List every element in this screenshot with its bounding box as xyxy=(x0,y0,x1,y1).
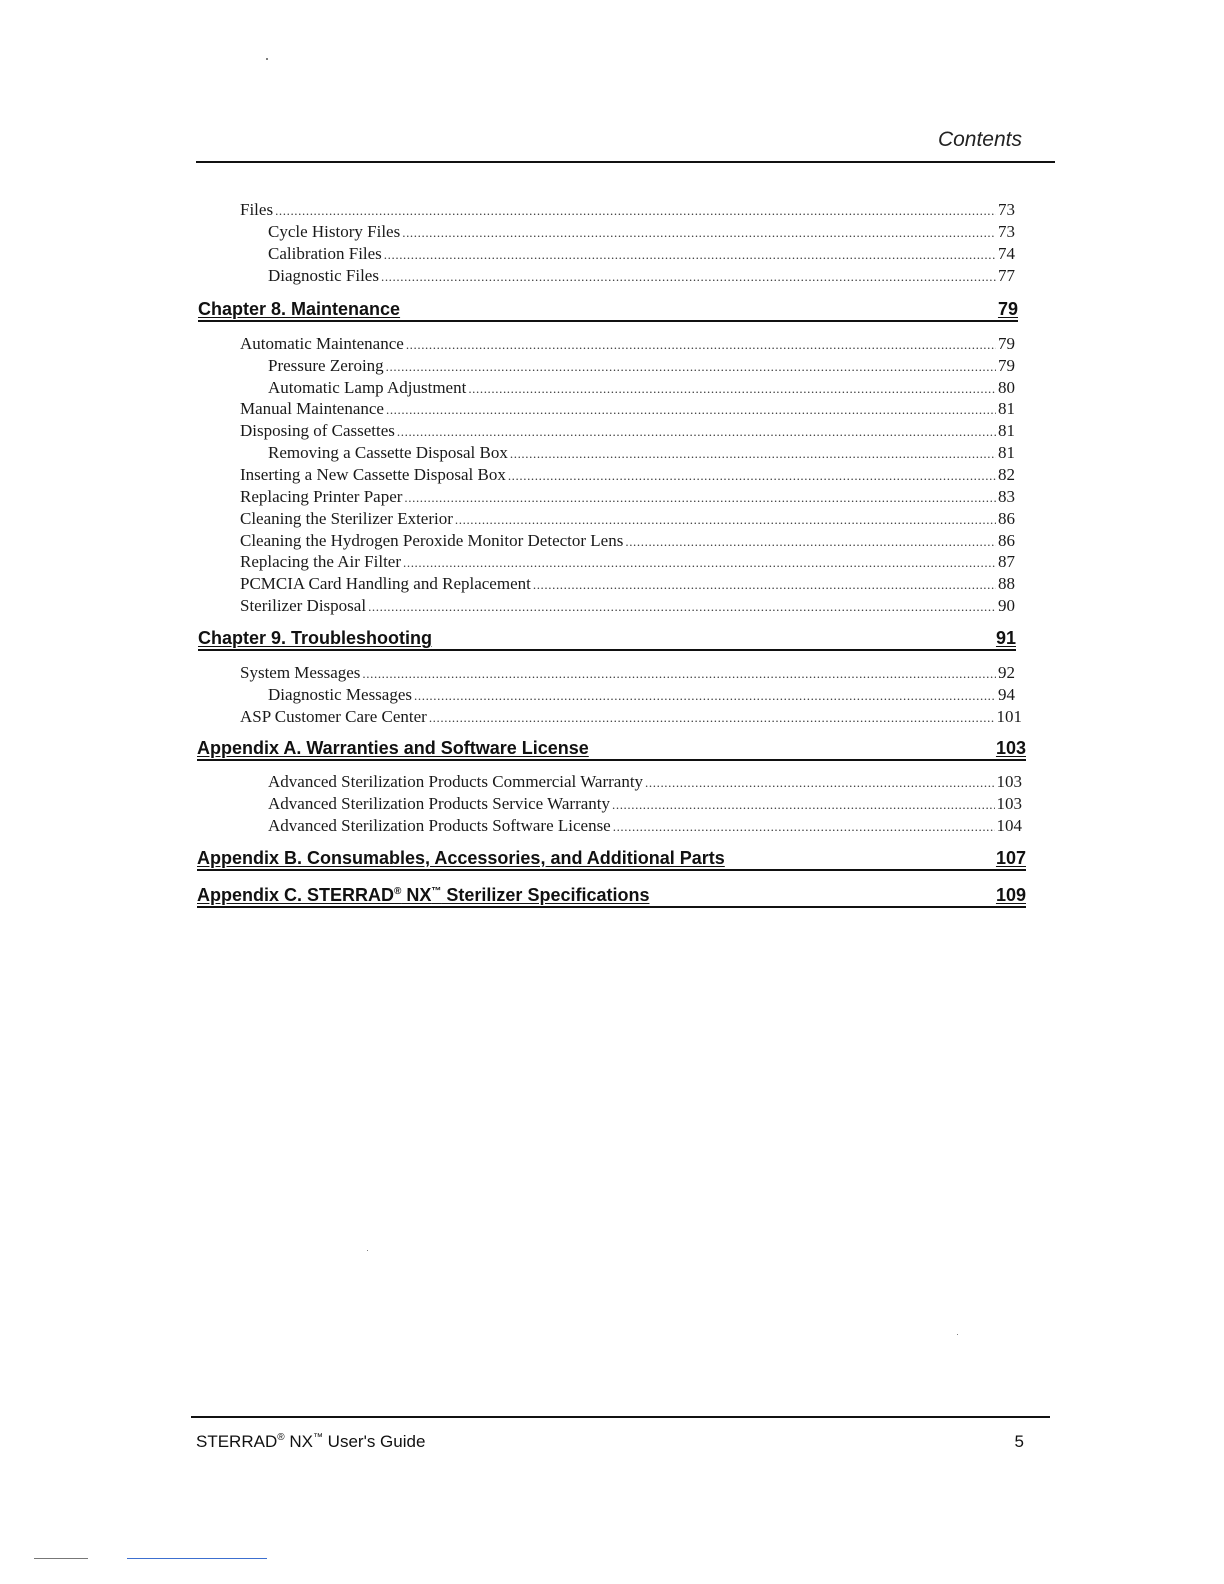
toc-entry-page: 79 xyxy=(998,356,1015,375)
footer-nx: NX xyxy=(284,1432,313,1451)
toc-entry-page: 73 xyxy=(998,200,1015,219)
leader-dots xyxy=(403,552,996,574)
toc-entry-diagnostic-messages[interactable] xyxy=(268,684,1015,707)
toc-entry-diagnostic-files[interactable] xyxy=(268,265,1015,288)
toc-entry-cleaning-lens[interactable] xyxy=(240,530,1015,553)
toc-entry-label: Manual Maintenance xyxy=(240,399,384,418)
footer-guide-title xyxy=(196,1432,425,1452)
toc-entry-label: Sterilizer Disposal xyxy=(240,596,367,615)
toc-entry-page: 87 xyxy=(998,552,1015,571)
toc-entry-inserting-disposal-box[interactable] xyxy=(240,464,1015,487)
toc-entry-page: 81 xyxy=(998,443,1015,462)
toc-entry-label: Calibration Files xyxy=(268,244,382,263)
leader-dots xyxy=(414,685,996,707)
leader-dots xyxy=(386,399,996,421)
chapter-label: Chapter 8. Maintenance xyxy=(198,299,401,319)
toc-entry-label: Inserting a New Cassette Disposal Box xyxy=(240,465,506,484)
leader-dots xyxy=(402,222,996,244)
scan-speck xyxy=(266,58,268,60)
toc-entry-page: 86 xyxy=(998,531,1015,550)
chapter-page: 109 xyxy=(995,885,1026,905)
toc-entry-service-warranty[interactable] xyxy=(268,793,1022,816)
toc-entry-page: 94 xyxy=(998,685,1015,704)
appendix-c-suffix: Sterilizer Specifications xyxy=(441,885,650,905)
toc-entry-label: Cycle History Files xyxy=(268,222,401,241)
toc-entry-label: Diagnostic Messages xyxy=(268,685,413,704)
scan-speck xyxy=(367,1250,368,1251)
toc-entry-page: 92 xyxy=(998,663,1015,682)
toc-entry-asp-customer-care[interactable] xyxy=(240,706,1022,729)
toc-entry-cycle-history-files[interactable] xyxy=(268,221,1015,244)
scan-edge-mark xyxy=(127,1558,267,1559)
chapter-page: 79 xyxy=(997,299,1018,319)
toc-entry-pressure-zeroing[interactable] xyxy=(268,355,1015,378)
leader-dots xyxy=(381,266,996,288)
toc-appendix-c[interactable] xyxy=(197,881,1026,908)
toc-entry-label: Advanced Sterilization Products Software License xyxy=(268,816,611,835)
toc-entry-label: Automatic Lamp Adjustment xyxy=(268,378,467,397)
toc-entry-page: 79 xyxy=(998,334,1015,353)
trademark-mark: ™ xyxy=(431,886,442,897)
scan-speck xyxy=(957,1334,958,1335)
toc-entry-air-filter[interactable] xyxy=(240,551,1015,574)
footer-brand: STERRAD xyxy=(196,1432,278,1451)
toc-entry-software-license[interactable] xyxy=(268,815,1022,838)
toc-entry-label: Replacing the Air Filter xyxy=(240,552,401,571)
toc-appendix-b[interactable] xyxy=(197,847,1026,871)
toc-entry-label: System Messages xyxy=(240,663,361,682)
toc-entry-disposing-cassettes[interactable] xyxy=(240,420,1015,443)
chapter-page: 103 xyxy=(995,738,1026,758)
footer-rule xyxy=(191,1416,1050,1418)
toc-entry-page: 103 xyxy=(996,794,1022,813)
toc-entry-page: 104 xyxy=(996,816,1022,835)
leader-dots xyxy=(429,707,995,729)
toc-entry-label: Files xyxy=(240,200,274,219)
chapter-label: Appendix A. Warranties and Software License xyxy=(197,738,589,758)
toc-entry-label: Pressure Zeroing xyxy=(268,356,384,375)
chapter-page: 107 xyxy=(995,848,1026,868)
leader-dots xyxy=(455,509,996,531)
toc-entry-page: 83 xyxy=(998,487,1015,506)
leader-dots xyxy=(397,421,996,443)
leader-dots xyxy=(368,596,996,618)
toc-entry-page: 80 xyxy=(998,378,1015,397)
toc-entry-printer-paper[interactable] xyxy=(240,486,1015,509)
leader-dots xyxy=(612,794,995,816)
chapter-label: Appendix B. Consumables, Accessories, and Additional Parts xyxy=(197,848,725,868)
chapter-label: Chapter 9. Troubleshooting xyxy=(198,628,433,648)
toc-entry-label: Advanced Sterilization Products Service Warranty xyxy=(268,794,610,813)
toc-entry-page: 88 xyxy=(998,574,1015,593)
toc-entry-commercial-warranty[interactable] xyxy=(268,771,1022,794)
toc-entry-page: 101 xyxy=(996,707,1022,726)
leader-dots xyxy=(404,487,996,509)
toc-entry-page: 81 xyxy=(998,421,1015,440)
toc-entry-page: 77 xyxy=(998,266,1015,285)
leader-dots xyxy=(275,200,996,222)
toc-entry-page: 103 xyxy=(996,772,1022,791)
toc-entry-label: PCMCIA Card Handling and Replacement xyxy=(240,574,531,593)
toc-entry-page: 73 xyxy=(998,222,1015,241)
toc-entry-page: 82 xyxy=(998,465,1015,484)
leader-dots xyxy=(625,531,996,553)
chapter-label xyxy=(197,881,649,906)
toc-entry-label: Diagnostic Files xyxy=(268,266,379,285)
leader-dots xyxy=(510,443,996,465)
toc-entry-removing-disposal-box[interactable] xyxy=(268,442,1015,465)
toc-chapter-9[interactable] xyxy=(198,627,1016,651)
registered-mark: ® xyxy=(394,886,402,897)
leader-dots xyxy=(508,465,996,487)
toc-entry-label: Cleaning the Hydrogen Peroxide Monitor Detector Lens xyxy=(240,531,624,550)
toc-entry-system-messages[interactable] xyxy=(240,662,1015,685)
trademark-mark: ™ xyxy=(312,1432,323,1443)
leader-dots xyxy=(386,356,996,378)
appendix-c-nx: NX xyxy=(401,885,432,905)
leader-dots xyxy=(613,816,995,838)
leader-dots xyxy=(468,378,996,400)
toc-entry-label: Disposing of Cassettes xyxy=(240,421,395,440)
registered-mark: ® xyxy=(277,1432,285,1443)
toc-entry-label: Cleaning the Sterilizer Exterior xyxy=(240,509,453,528)
toc-entry-page: 90 xyxy=(998,596,1015,615)
footer-guide: User's Guide xyxy=(322,1432,426,1451)
toc-entry-page: 74 xyxy=(998,244,1015,263)
toc-entry-pcmcia[interactable] xyxy=(240,573,1015,596)
toc-entry-manual-maintenance[interactable] xyxy=(240,398,1015,421)
toc-entry-label: Replacing Printer Paper xyxy=(240,487,403,506)
toc-entry-sterilizer-disposal[interactable] xyxy=(240,595,1015,618)
toc-entry-cleaning-exterior[interactable] xyxy=(240,508,1015,531)
chapter-page: 91 xyxy=(995,628,1016,648)
running-header-title: Contents xyxy=(937,128,1022,151)
leader-dots xyxy=(406,334,996,356)
toc-entry-label: Automatic Maintenance xyxy=(240,334,404,353)
toc-chapter-8[interactable] xyxy=(198,298,1018,322)
footer-page-number: 5 xyxy=(1014,1432,1024,1451)
toc-entry-automatic-maintenance[interactable] xyxy=(240,333,1015,356)
appendix-c-prefix: Appendix C. STERRAD xyxy=(197,885,395,905)
scan-edge-mark xyxy=(34,1558,88,1559)
toc-entry-label: Removing a Cassette Disposal Box xyxy=(268,443,508,462)
leader-dots xyxy=(362,663,996,685)
toc-entry-calibration-files[interactable] xyxy=(268,243,1015,266)
toc-entry-label: Advanced Sterilization Products Commercial Warranty xyxy=(268,772,644,791)
toc-entry-page: 81 xyxy=(998,399,1015,418)
toc-entry-label: ASP Customer Care Center xyxy=(240,707,427,726)
leader-dots xyxy=(645,772,994,794)
toc-entry-files[interactable] xyxy=(240,199,1015,222)
leader-dots xyxy=(533,574,996,596)
toc-appendix-a[interactable] xyxy=(197,737,1026,761)
leader-dots xyxy=(384,244,996,266)
toc-entry-page: 86 xyxy=(998,509,1015,528)
toc-entry-lamp-adjustment[interactable] xyxy=(268,377,1015,400)
